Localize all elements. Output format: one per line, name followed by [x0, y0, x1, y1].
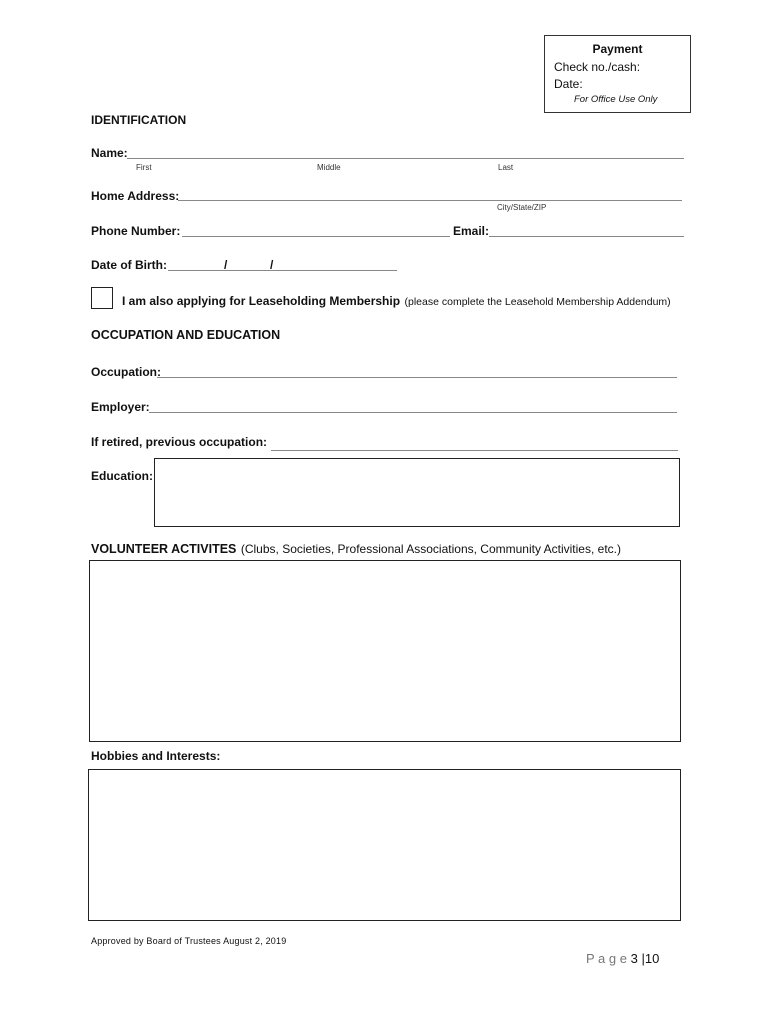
email-line[interactable] — [489, 236, 684, 237]
employer-label: Employer: — [91, 400, 150, 414]
payment-check-label: Check no./cash: — [554, 60, 641, 74]
occupation-heading: OCCUPATION AND EDUCATION — [91, 328, 281, 342]
name-label: Name: — [91, 146, 128, 160]
leasehold-text — [122, 292, 671, 310]
leasehold-bold-text: I am also applying for Leaseholding Membership — [122, 294, 401, 308]
volunteer-note: (Clubs, Societies, Professional Associations, Community Activities, etc.) — [240, 542, 621, 556]
education-label: Education: — [91, 469, 153, 483]
volunteer-activities-box[interactable] — [89, 560, 681, 742]
dob-label: Date of Birth: — [91, 258, 167, 272]
email-label: Email: — [453, 224, 490, 238]
name-last-caption: Last — [498, 163, 514, 172]
hobbies-box[interactable] — [88, 769, 681, 921]
education-box[interactable] — [154, 458, 680, 527]
payment-title: Payment — [592, 42, 643, 56]
payment-date-label: Date: — [554, 77, 583, 91]
home-address-line[interactable] — [178, 200, 682, 201]
retired-occupation-line[interactable] — [271, 450, 678, 451]
approved-note: Approved by Board of Trustees August 2, 2019 — [91, 936, 287, 946]
dob-separator-1: / — [224, 258, 228, 272]
page-word: P a g e — [586, 951, 627, 966]
employer-line[interactable] — [149, 412, 677, 413]
phone-line[interactable] — [182, 236, 450, 237]
volunteer-heading-row — [91, 540, 621, 558]
retired-occupation-label: If retired, previous occupation: — [91, 435, 268, 449]
page-total: 10 — [644, 951, 660, 966]
occupation-label: Occupation: — [91, 365, 162, 379]
name-middle-caption: Middle — [317, 163, 341, 172]
phone-label: Phone Number: — [91, 224, 181, 238]
leasehold-checkbox[interactable] — [91, 287, 113, 309]
occupation-line[interactable] — [157, 377, 677, 378]
hobbies-label: Hobbies and Interests: — [91, 749, 221, 763]
home-address-label: Home Address: — [91, 189, 180, 203]
identification-heading: IDENTIFICATION — [91, 113, 187, 127]
address-city-state-zip-caption: City/State/ZIP — [497, 203, 547, 212]
payment-box — [544, 35, 691, 113]
page-indicator — [586, 951, 659, 966]
office-use-note: For Office Use Only — [574, 94, 658, 105]
volunteer-heading: VOLUNTEER ACTIVITES — [91, 542, 237, 556]
dob-separator-2: / — [270, 258, 274, 272]
name-line[interactable] — [127, 158, 684, 159]
dob-line[interactable] — [168, 270, 397, 271]
page-separator: | — [641, 951, 645, 966]
name-first-caption: First — [136, 163, 152, 172]
page-number: 3 — [630, 951, 638, 966]
leasehold-note: (please complete the Leasehold Membership Addendum) — [404, 296, 671, 308]
